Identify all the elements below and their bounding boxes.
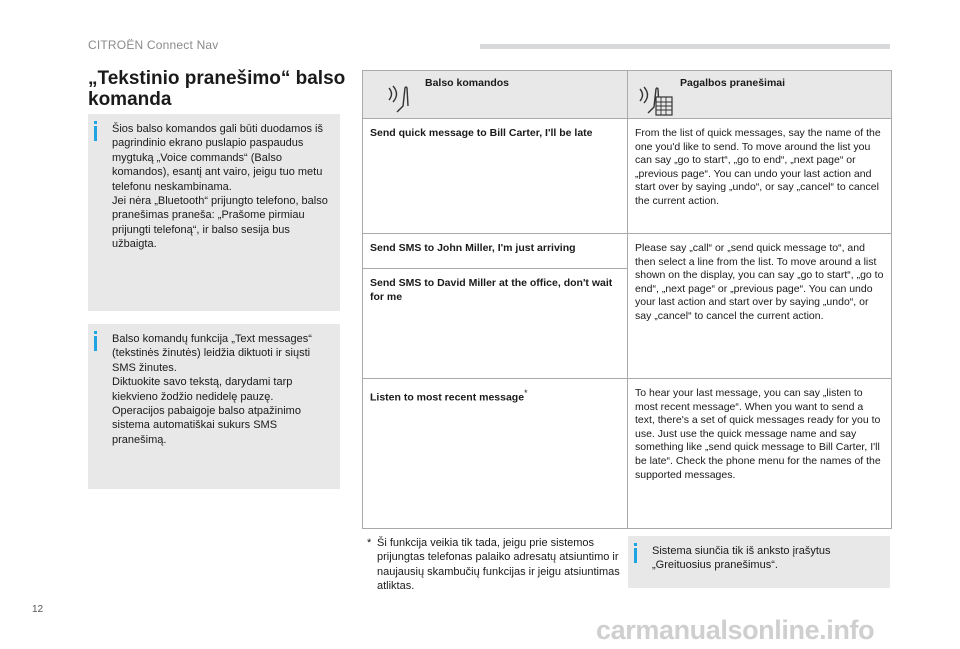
command-cell bbox=[363, 379, 628, 529]
command-text: Listen to most recent message bbox=[370, 391, 525, 404]
footnote-text: Ši funkcija veikia tik tada, jeigu prie sistemos prijungtas telefonas palaiko adresatų atsiuntimo ir naujausių skambučių funkcijas ir jeigu atsiuntimas atliktas. bbox=[377, 537, 620, 593]
info-box-text bbox=[112, 332, 332, 447]
help-cell: To hear your last message, you can say „listen to most recent message“. When you want to send a text, there's a set of quick messages ready for you to use. Just use the quick message name and say something like „send quick message to Bill Carter, I'll be late“. Check the phone menu for the names of the supported messages. bbox=[628, 379, 892, 529]
watermark: carmanualsonline.info bbox=[596, 615, 875, 645]
footnote-mark: * bbox=[524, 388, 528, 398]
info-box-text bbox=[112, 122, 332, 252]
command-cell: Send quick message to Bill Carter, I'll be late bbox=[363, 119, 628, 234]
info-paragraph: Operacijos pabaigoje balso atpažinimo sistema automatiškai sukurs SMS pranešimą. bbox=[112, 405, 301, 446]
header-cell-help bbox=[628, 71, 892, 119]
voice-command-icon bbox=[385, 85, 411, 113]
table-row bbox=[363, 119, 892, 234]
footnote bbox=[367, 536, 627, 594]
info-paragraph: Sistema siunčia tik iš anksto įrašytus „Greituosius pranešimus“. bbox=[652, 545, 831, 572]
info-icon bbox=[634, 548, 637, 563]
header-bar bbox=[480, 44, 890, 49]
info-paragraph: Jei nėra „Bluetooth“ prijungto telefono, balso pranešimas praneša: „Prašome pirmiau prijungti telefoną“, ir balso sesija bus užbaigta. bbox=[112, 195, 328, 251]
info-box-text bbox=[652, 544, 882, 573]
info-paragraph: Diktuokite savo tekstą, darydami tarp kiekvieno žodžio nedidelę pauzę. bbox=[112, 376, 293, 403]
info-icon bbox=[94, 126, 97, 141]
info-box-quick-messages bbox=[628, 536, 890, 588]
help-cell: From the list of quick messages, say the name of the one you'd like to send. To move around the list you can say „go to start“, „go to end“, „next page“ or „previous page“. You can undo your last action and start over by saying „undo“, or say „cancel“ to cancel the current action. bbox=[628, 119, 892, 234]
footnote-star: * bbox=[367, 537, 372, 549]
info-paragraph: Šios balso komandos gali būti duodamos iš pagrindinio ekrano puslapio paspaudus mygtuką „Voice commands“ (Balso komandos), esantį ant vairo, jeigu tuo metu telefonu neskambinama. bbox=[112, 123, 323, 193]
page-header-brand: CITROËN Connect Nav bbox=[88, 38, 219, 52]
info-paragraph: Balso komandų funkcija „Text messages“ (tekstinės žinutės) leidžia diktuoti ir siųsti SMS žinutes. bbox=[112, 333, 312, 374]
voice-help-icon bbox=[638, 85, 678, 117]
table-header-row bbox=[363, 71, 892, 119]
page-number: 12 bbox=[32, 604, 44, 615]
command-text: Send SMS to David Miller at the office, don't wait for me bbox=[363, 268, 627, 312]
info-icon bbox=[94, 336, 97, 351]
header-label-commands: Balso komandos bbox=[425, 77, 510, 89]
command-cell bbox=[363, 234, 628, 379]
info-box-text-messages bbox=[88, 324, 340, 489]
info-box-voice-commands bbox=[88, 114, 340, 311]
voice-commands-table bbox=[362, 70, 892, 529]
header-cell-commands bbox=[363, 71, 628, 119]
command-text: Send SMS to John Miller, I'm just arriving bbox=[370, 242, 576, 254]
table-row bbox=[363, 379, 892, 529]
page-title: „Tekstinio pranešimo“ balso komanda bbox=[88, 68, 346, 110]
table-row bbox=[363, 234, 892, 379]
header-label-help: Pagalbos pranešimai bbox=[680, 77, 786, 89]
help-cell: Please say „call“ or „send quick message to“, and then select a line from the list. To move around a list shown on the display, you can say „go to start“, „go to end“, „next page“ or „previous page“. You can undo your last action and start over by saying „undo“, or say „cancel“ to cancel the current action. bbox=[628, 234, 892, 379]
